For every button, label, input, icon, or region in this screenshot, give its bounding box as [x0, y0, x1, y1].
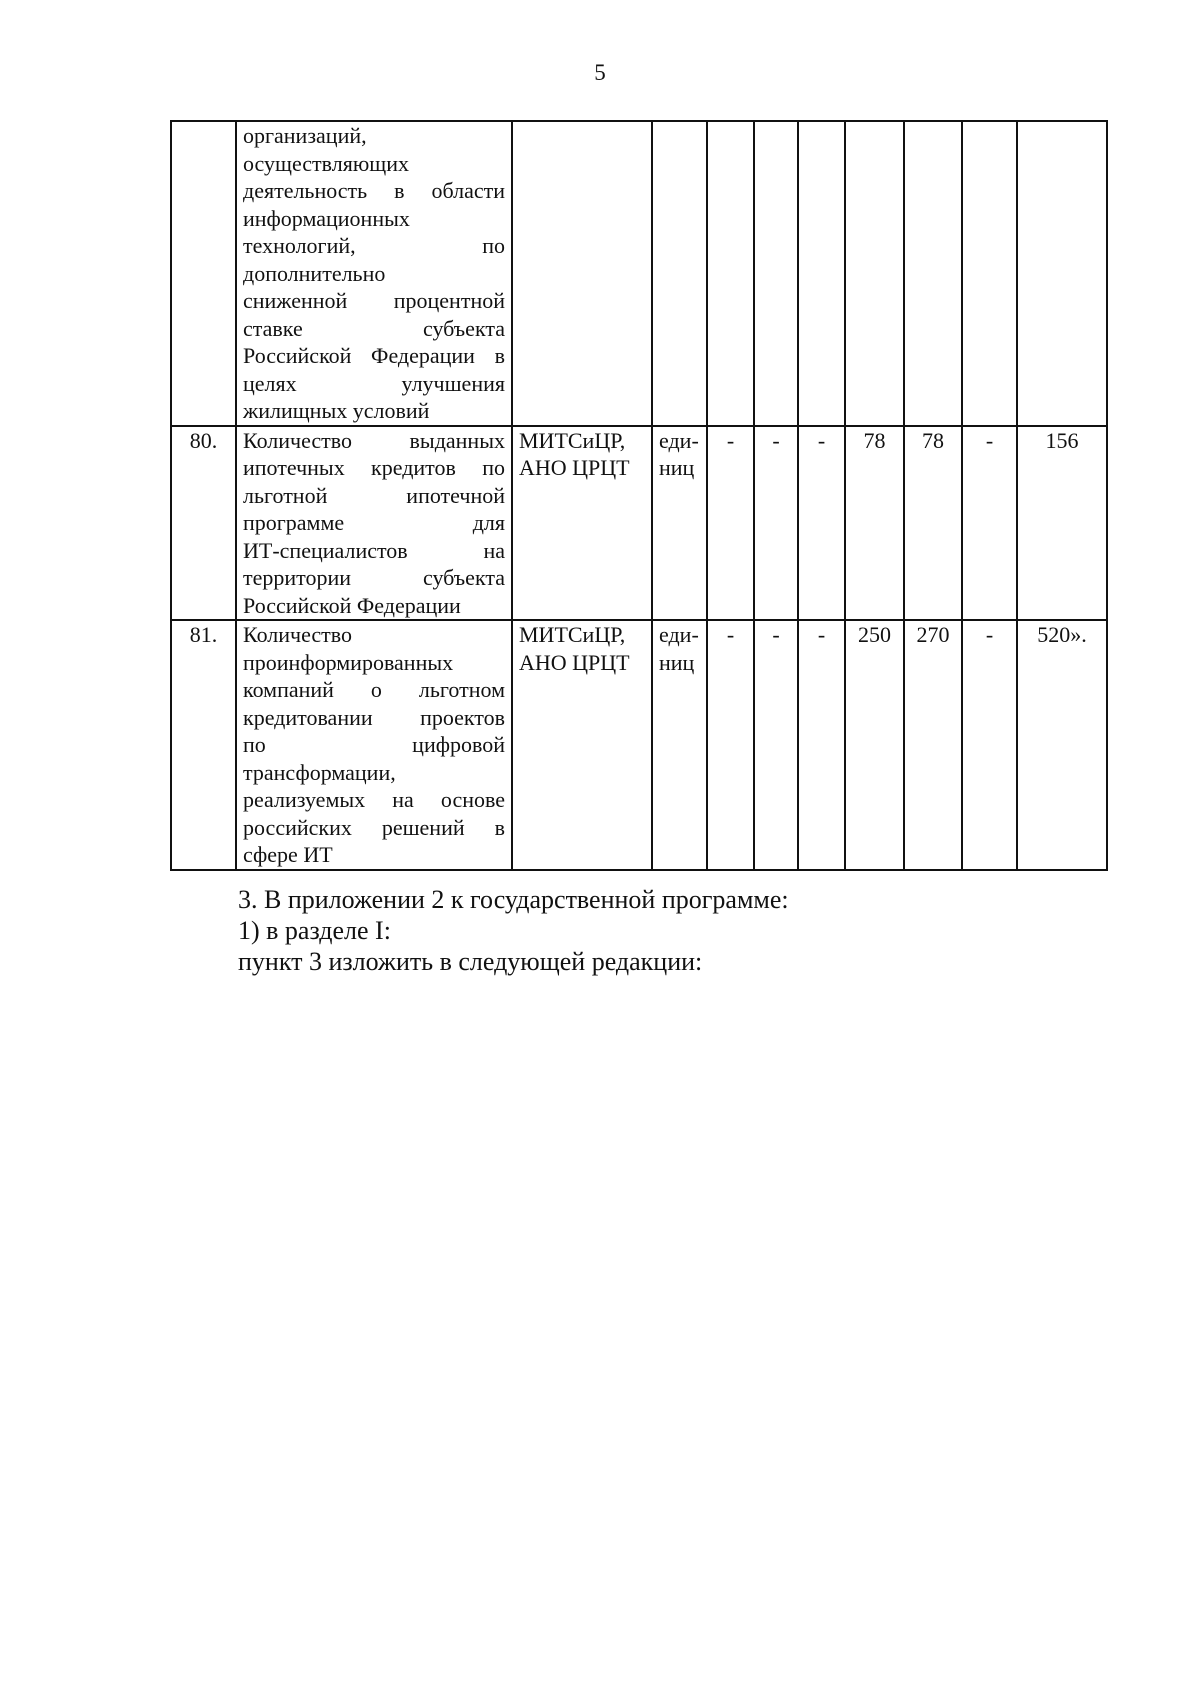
indicator-name-line: реализуемых на основе — [243, 787, 505, 812]
value-cell — [1017, 121, 1107, 426]
indicator-name-line: информационных — [243, 205, 410, 231]
value-cell — [904, 121, 962, 426]
unit-cell — [652, 121, 707, 426]
indicator-name-line: Российской Федерации — [243, 592, 461, 618]
paragraph-item: пункт 3 изложить в следующей редакции: — [238, 947, 703, 976]
indicator-name-line: Российской Федерации в — [243, 343, 505, 368]
indicator-name-line: жилищных условий — [243, 398, 430, 423]
indicators-table — [170, 120, 1108, 871]
responsible-cell — [512, 121, 652, 426]
unit-cell — [652, 620, 707, 870]
table-row — [171, 426, 1107, 621]
indicator-name-line: территории субъекта — [243, 565, 505, 590]
value-cell: 270 — [904, 620, 962, 870]
value-cell: - — [754, 620, 798, 870]
indicator-name-line: ипотечных кредитов по — [243, 455, 505, 480]
indicator-name-line: осуществляющих — [243, 150, 409, 176]
paragraph-appendix: 3. В приложении 2 к государственной программе: — [238, 885, 789, 914]
value-cell: 156 — [1017, 426, 1107, 621]
value-cell — [707, 121, 754, 426]
indicator-name-line: программе для — [243, 510, 505, 535]
responsible-line: АНО ЦРЦТ — [519, 649, 630, 675]
value-cell: - — [754, 426, 798, 621]
indicator-name-cell — [236, 121, 512, 426]
value-cell: - — [962, 620, 1017, 870]
indicator-name-line: сфере ИТ — [243, 842, 333, 867]
value-cell: 520». — [1017, 620, 1107, 870]
responsible-line: МИТСиЦР, — [519, 622, 626, 647]
responsible-line: МИТСиЦР, — [519, 427, 626, 453]
indicator-name-line: льготной ипотечной — [243, 482, 505, 508]
unit-cell — [652, 426, 707, 621]
value-cell — [962, 121, 1017, 426]
indicator-name-line: технологий, по — [243, 233, 505, 258]
indicator-name-cell — [236, 426, 512, 621]
body-text — [238, 884, 789, 977]
value-cell: - — [798, 620, 845, 870]
responsible-cell — [512, 620, 652, 870]
value-cell: - — [707, 620, 754, 870]
table-row — [171, 121, 1107, 426]
indicator-name-line: ставке субъекта — [243, 315, 505, 341]
indicator-name-line: Количество — [243, 622, 353, 647]
value-cell — [754, 121, 798, 426]
indicator-name-line: компаний о льготном — [243, 677, 505, 702]
value-cell: 250 — [845, 620, 904, 870]
row-number-cell: 80. — [171, 426, 236, 621]
unit-line: ниц — [659, 649, 695, 675]
value-cell: - — [707, 426, 754, 621]
value-cell: 78 — [845, 426, 904, 621]
indicator-name-line: по цифровой — [243, 732, 505, 757]
row-number-cell: 81. — [171, 620, 236, 870]
indicator-name-line: организаций, — [243, 123, 367, 148]
page-number: 5 — [594, 60, 606, 85]
indicator-name-line: Количество выданных — [243, 427, 505, 453]
indicator-name-line: трансформации, — [243, 759, 396, 785]
indicator-name-cell — [236, 620, 512, 870]
paragraph-section: 1) в разделе I: — [238, 916, 391, 945]
indicator-name-line: кредитовании проектов — [243, 704, 505, 730]
indicator-name-line: деятельность в области — [243, 178, 505, 203]
unit-line: ниц — [659, 455, 695, 480]
unit-line: еди- — [659, 427, 699, 453]
responsible-line: АНО ЦРЦТ — [519, 455, 630, 480]
indicator-name-line: российских решений в — [243, 814, 505, 840]
indicator-name-line: целях улучшения — [243, 370, 505, 396]
value-cell — [845, 121, 904, 426]
value-cell: 78 — [904, 426, 962, 621]
indicator-name-line: дополнительно — [243, 260, 386, 286]
indicator-name-line: проинформированных — [243, 649, 454, 675]
responsible-cell — [512, 426, 652, 621]
unit-line: еди- — [659, 622, 699, 647]
indicator-name-line: ИТ-специалистов на — [243, 537, 505, 563]
value-cell: - — [798, 426, 845, 621]
value-cell: - — [962, 426, 1017, 621]
indicator-name-line: сниженной процентной — [243, 288, 505, 313]
row-number-cell — [171, 121, 236, 426]
table-row — [171, 620, 1107, 870]
value-cell — [798, 121, 845, 426]
